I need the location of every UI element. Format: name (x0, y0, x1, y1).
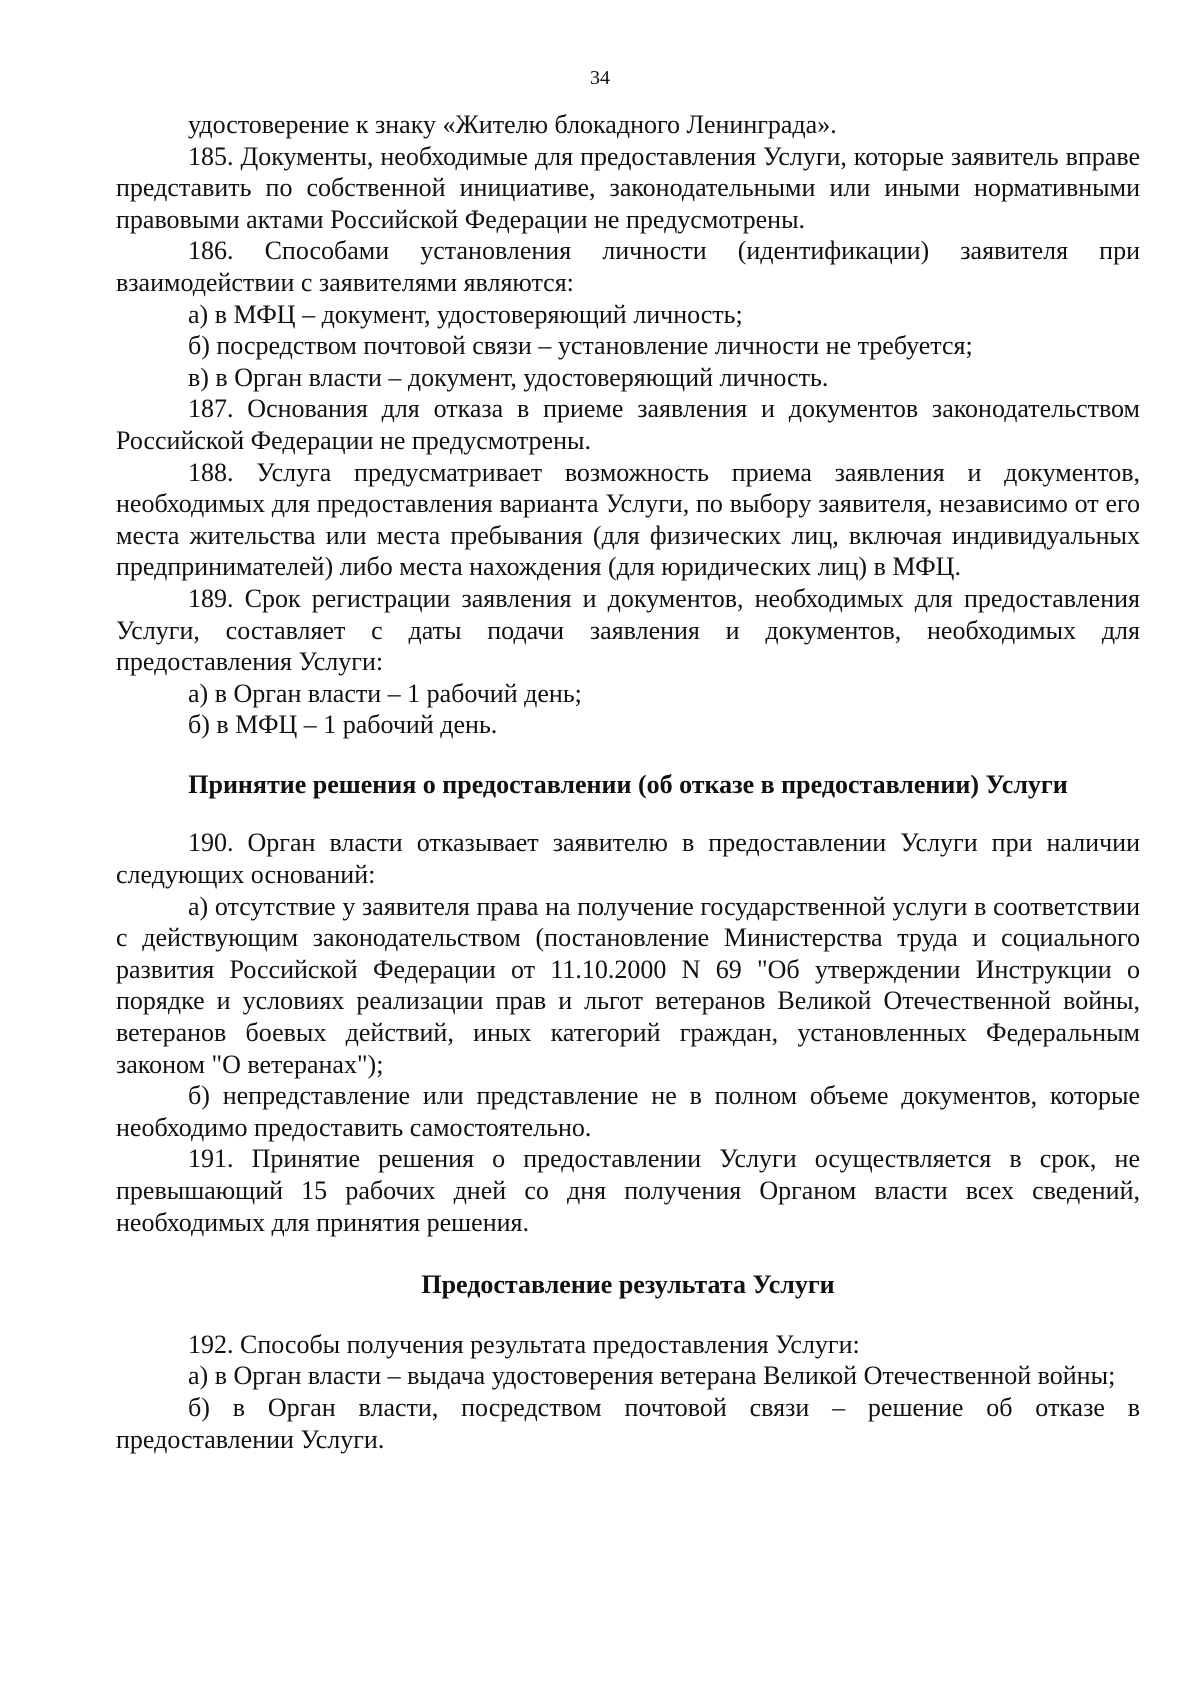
paragraph-191: 191. Принятие решения о предоставлении Услуги осуществляется в срок, не превышающий 15 рабочих дней со дня получения Органом власти всех сведений, необходимых для принятия решения. (116, 1144, 1140, 1237)
list-item-192-a: а) в Орган власти – выдача удостоверения ветерана Великой Отечественной войны; (188, 1361, 1116, 1391)
paragraph-186: 186. Способами установления личности (идентификации) заявителя при взаимодействии с заявителями являются: (116, 236, 1140, 297)
list-item-192-b: б) в Орган власти, посредством почтовой связи – решение об отказе в предоставлении Услуги. (116, 1392, 1140, 1454)
list-item-186-c: в) в Орган власти – документ, удостоверяющий личность. (188, 362, 829, 392)
paragraph-185: 185. Документы, необходимые для предоставления Услуги, которые заявитель вправе представить по собственной инициативе, законодательными или иными нормативными правовыми актами Российской Федерации не предусмотрены. (116, 141, 1140, 234)
section-heading-result: Предоставление результата Услуги (421, 1270, 835, 1300)
paragraph-192: 192. Способы получения результата предоставления Услуги: (188, 1329, 860, 1359)
paragraph-190: 190. Орган власти отказывает заявителю в предоставлении Услуги при наличии следующих оснований: (116, 828, 1140, 890)
section-heading-decision: Принятие решения о предоставлении (об отказе в предоставлении) Услуги (188, 769, 1068, 799)
list-item-189-a: а) в Орган власти – 1 рабочий день; (188, 678, 582, 708)
paragraph-188: 188. Услуга предусматривает возможность приема заявления и документов, необходимых для предоставления варианта Услуги, по выбору заявителя, независимо от его места жительства или места пребывания (для физических лиц, включая индивидуальных предпринимателей) либо места нахождения (для юридических лиц) в МФЦ. (116, 457, 1140, 582)
paragraph-187: 187. Основания для отказа в приеме заявления и документов законодательством Российской Федерации не предусмотрены. (116, 394, 1140, 455)
list-item-190-b: б) непредставление или представление не в полном объеме документов, которые необходимо предоставить самостоятельно. (116, 1081, 1140, 1142)
document-body (116, 109, 1140, 1455)
list-item-186-b: б) посредством почтовой связи – установление личности не требуется; (188, 331, 973, 361)
paragraph-189: 189. Срок регистрации заявления и документов, необходимых для предоставления Услуги, составляет с даты подачи заявления и документов, необходимых для предоставления Услуги: (116, 583, 1140, 677)
page-number: 34 (590, 67, 610, 89)
list-item-190-a: а) отсутствие у заявителя права на получение государственной услуги в соответствии с действующим законодательством (постановление Министерства труда и социального развития Российской Федерации от 11.10.2000 N 69 "Об утверждении Инструкции о порядке и условиях реализации прав и льгот ветеранов Великой Отечественной войны, ветеранов боевых действий, иных категорий граждан, установленных Федеральным законом "О ветеранах"); (116, 891, 1140, 1079)
paragraph-continuation: удостоверение к знаку «Жителю блокадного Ленинграда». (188, 110, 837, 139)
list-item-186-a: а) в МФЦ – документ, удостоверяющий личность; (188, 299, 743, 329)
list-item-189-b: б) в МФЦ – 1 рабочий день. (188, 710, 498, 740)
